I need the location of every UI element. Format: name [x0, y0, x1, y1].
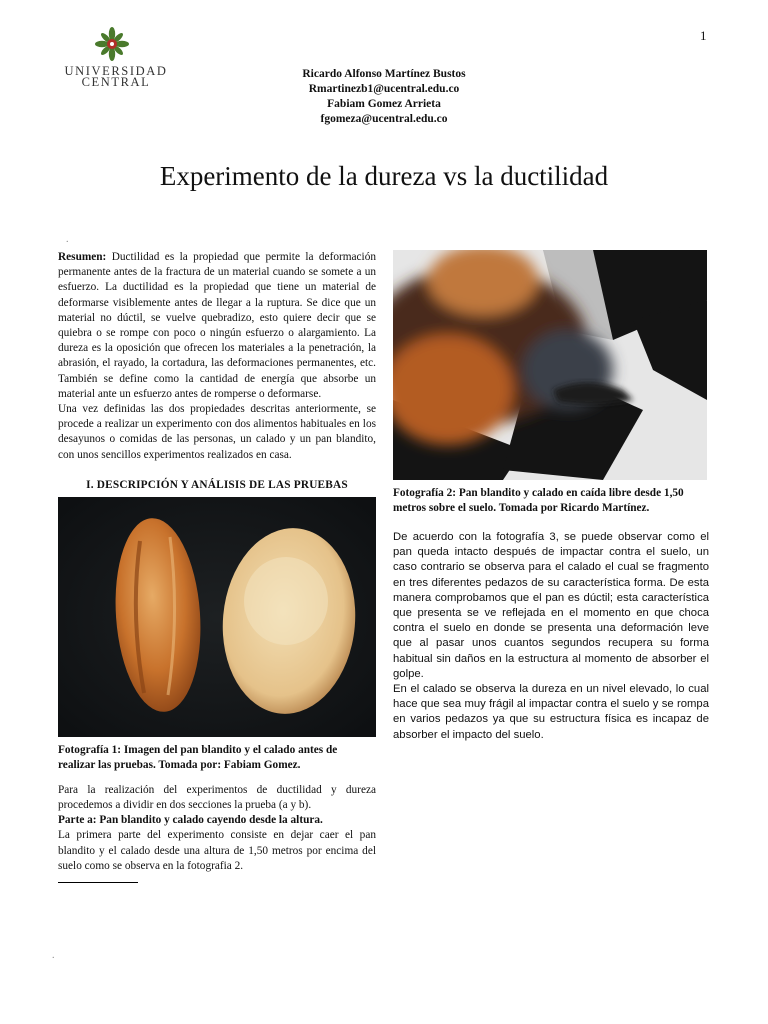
university-name: UNIVERSIDAD CENTRAL	[64, 66, 168, 88]
abstract-label: Resumen:	[58, 251, 107, 263]
author-block	[260, 67, 508, 127]
part-a-title: Parte a: Pan blandito y calado cayendo desde la altura.	[58, 814, 323, 827]
author-email[interactable]: Rmartinezb1@ucentral.edu.co	[308, 83, 460, 95]
analysis-paragraph-1: De acuerdo con la fotografía 3, se puede observar como el pan queda intacto después de impactar contra el suelo, un caso contrario se observa para el calado el cual se fragmento en tres diferentes pedazos de su característica forma. De esta manera comprobamos que el pan es dúctil; esta característica que presenta se ve reflejada en el momento en que choca contra el suelo en donde se presenta una deformación leve que al pasar unos cuantos segundos recupera su forma habitual sin daños en la estructura al momento de absorber el golpe.	[393, 531, 709, 680]
author-name: Fabiam Gomez Arrieta	[327, 98, 441, 110]
author-name: Ricardo Alfonso Martínez Bustos	[302, 68, 466, 80]
figure-1-caption: Fotografía 1: Imagen del pan blandito y el calado antes de realizar las pruebas. Tomada por: Fabiam Gomez.	[58, 743, 338, 771]
author-email[interactable]: fgomeza@ucentral.edu.co	[320, 113, 448, 125]
abstract-text: Ductilidad es la propiedad que permite la deformación permanente antes de la fractura de un material cuando se somete a un esfuerzo. La ductilidad es la propiedad que tiene un material de deformarse visiblemente antes de llegar a la ruptura. Se dice que un material no dúctil, se vuelve quebradizo, esto quiere decir que se quiebra o se rompe con poco o ningún esfuerzo o alargamiento. La dureza es la oposición que ofrecen los materiales a la penetración, la abrasión, el rayado, la cortadura, las deformaciones permanentes, etc. También se define como la cantidad de energía que absorbe un material ante un esfuerzo antes de romperse o deformarse.	[58, 251, 376, 400]
abstract	[58, 250, 376, 402]
right-column	[393, 250, 709, 743]
figure-2-caption: Fotografía 2: Pan blandito y calado en caída libre desde 1,50 metros sobre el suelo. Tomada por Ricardo Martínez.	[393, 487, 684, 514]
footnote-rule	[58, 882, 138, 883]
stray-mark: .	[66, 234, 69, 245]
section-heading: I. DESCRIPCIÓN Y ANÁLISIS DE LAS PRUEBAS	[86, 478, 348, 491]
left-column	[58, 250, 376, 883]
method-intro: Para la realización del experimentos de ductilidad y dureza procedemos a dividir en dos secciones la prueba (a y b).	[58, 783, 376, 812]
photo-bread-and-calado	[58, 497, 376, 737]
abstract-paragraph-2: Una vez definidas las dos propiedades descritas anteriormente, se procede a realizar un experimento con dos alimentos habituales en los desayunos o comidas de las personas, un calado y un pan blandito, con unos sencillos experimentos realizados en casa.	[58, 403, 376, 461]
stray-mark: .	[52, 950, 55, 961]
university-emblem-icon	[94, 26, 130, 62]
page-number: 1	[700, 28, 707, 43]
analysis-paragraph-2: En el calado se observa la dureza en un nivel elevado, lo cual hace que sea muy frágil al impactar contra el suelo y se rompa en varios pedazos ya que su estructura física es incapaz de absorber el impacto del suelo.	[393, 683, 709, 741]
photo-free-fall	[393, 250, 707, 480]
paper-title: Experimento de la dureza vs la ductilidad	[159, 161, 609, 191]
university-logo	[58, 26, 178, 90]
part-a-text: La primera parte del experimento consiste en dejar caer el pan blandito y el calado desde una altura de 1,50 metros por encima del suelo como se observa en la fotografia 2.	[58, 829, 376, 872]
